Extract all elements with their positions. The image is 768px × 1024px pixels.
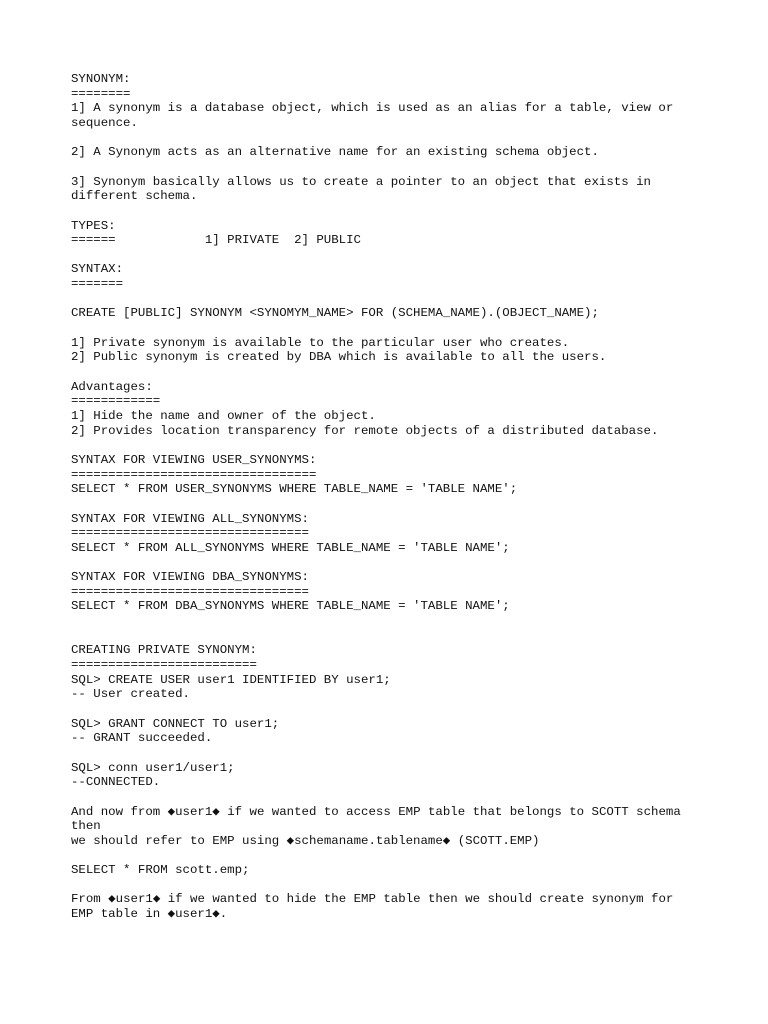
explanation-hide-line-1: From ◆user1◆ if we wanted to hide the EMP table then we should create synonym for xyxy=(71,892,674,907)
heading-dba-synonyms: SYNTAX FOR VIEWING DBA_SYNONYMS: xyxy=(71,570,309,585)
sql-grant-connect: SQL> GRANT CONNECT TO user1; xyxy=(71,716,280,731)
all-synonyms-query: SELECT * FROM ALL_SYNONYMS WHERE TABLE_NAME = 'TABLE NAME'; xyxy=(71,540,510,555)
blank-line xyxy=(71,629,761,644)
blank-line xyxy=(71,497,761,512)
blank-line xyxy=(71,292,761,307)
blank-line xyxy=(71,248,761,263)
definition-point-1-line-2: sequence. xyxy=(71,115,138,130)
sql-conn: SQL> conn user1/user1; xyxy=(71,760,235,775)
document-page xyxy=(71,72,761,922)
dba-synonyms-query: SELECT * FROM DBA_SYNONYMS WHERE TABLE_NAME = 'TABLE NAME'; xyxy=(71,599,510,614)
explanation-access-line-1: And now from ◆user1◆ if we wanted to access EMP table that belongs to SCOTT schema xyxy=(71,804,681,819)
blank-line xyxy=(71,790,761,805)
heading-underline: ======= xyxy=(71,277,124,292)
sql-conn-result: --CONNECTED. xyxy=(71,775,161,790)
heading-user-synonyms: SYNTAX FOR VIEWING USER_SYNONYMS: xyxy=(71,452,317,467)
heading-creating-private-synonym: CREATING PRIVATE SYNONYM: xyxy=(71,643,257,658)
blank-line xyxy=(71,702,761,717)
blank-line xyxy=(71,849,761,864)
sql-select-scott-emp: SELECT * FROM scott.emp; xyxy=(71,863,250,878)
blank-line xyxy=(71,878,761,893)
blank-line xyxy=(71,556,761,571)
heading-underline: ================================ xyxy=(71,584,309,599)
private-synonym-note: 1] Private synonym is available to the particular user who creates. xyxy=(71,335,570,350)
blank-line xyxy=(71,131,761,146)
explanation-access-line-3: we should refer to EMP using ◆schemaname.tablename◆ (SCOTT.EMP) xyxy=(71,833,540,848)
explanation-hide-line-2: EMP table in ◆user1◆. xyxy=(71,907,228,922)
types-list: ====== 1] PRIVATE 2] PUBLIC xyxy=(71,233,361,248)
blank-line xyxy=(71,321,761,336)
blank-line xyxy=(71,160,761,175)
blank-line xyxy=(71,438,761,453)
advantage-1: 1] Hide the name and owner of the object. xyxy=(71,408,376,423)
user-synonyms-query: SELECT * FROM USER_SYNONYMS WHERE TABLE_NAME = 'TABLE NAME'; xyxy=(71,482,518,497)
heading-underline: ========================= xyxy=(71,658,257,673)
heading-synonym: SYNONYM: xyxy=(71,72,131,86)
heading-underline: ================================ xyxy=(71,526,309,541)
definition-point-2: 2] A Synonym acts as an alternative name for an existing schema object. xyxy=(71,145,599,160)
heading-all-synonyms: SYNTAX FOR VIEWING ALL_SYNONYMS: xyxy=(71,511,309,526)
heading-types: TYPES: xyxy=(71,218,116,233)
public-synonym-note: 2] Public synonym is created by DBA which is available to all the users. xyxy=(71,350,607,365)
heading-underline: ================================= xyxy=(71,467,317,482)
sql-grant-connect-result: -- GRANT succeeded. xyxy=(71,731,213,746)
heading-underline: ======== xyxy=(71,86,131,101)
blank-line xyxy=(71,746,761,761)
explanation-access-line-2: then xyxy=(71,819,101,834)
heading-underline: ============ xyxy=(71,394,161,409)
sql-create-user: SQL> CREATE USER user1 IDENTIFIED BY user1; xyxy=(71,672,391,687)
sql-create-user-result: -- User created. xyxy=(71,687,190,702)
heading-advantages: Advantages: xyxy=(71,379,153,394)
definition-point-3-line-1: 3] Synonym basically allows us to create a pointer to an object that exists in xyxy=(71,174,651,189)
blank-line xyxy=(71,365,761,380)
create-synonym-syntax: CREATE [PUBLIC] SYNONYM <SYNOMYM_NAME> FOR (SCHEMA_NAME).(OBJECT_NAME); xyxy=(71,306,599,321)
heading-syntax: SYNTAX: xyxy=(71,262,124,277)
blank-line xyxy=(71,614,761,629)
definition-point-1-line-1: 1] A synonym is a database object, which is used as an alias for a table, view or xyxy=(71,101,674,116)
blank-line xyxy=(71,204,761,219)
definition-point-3-line-2: different schema. xyxy=(71,189,198,204)
advantage-2: 2] Provides location transparency for remote objects of a distributed database. xyxy=(71,423,659,438)
